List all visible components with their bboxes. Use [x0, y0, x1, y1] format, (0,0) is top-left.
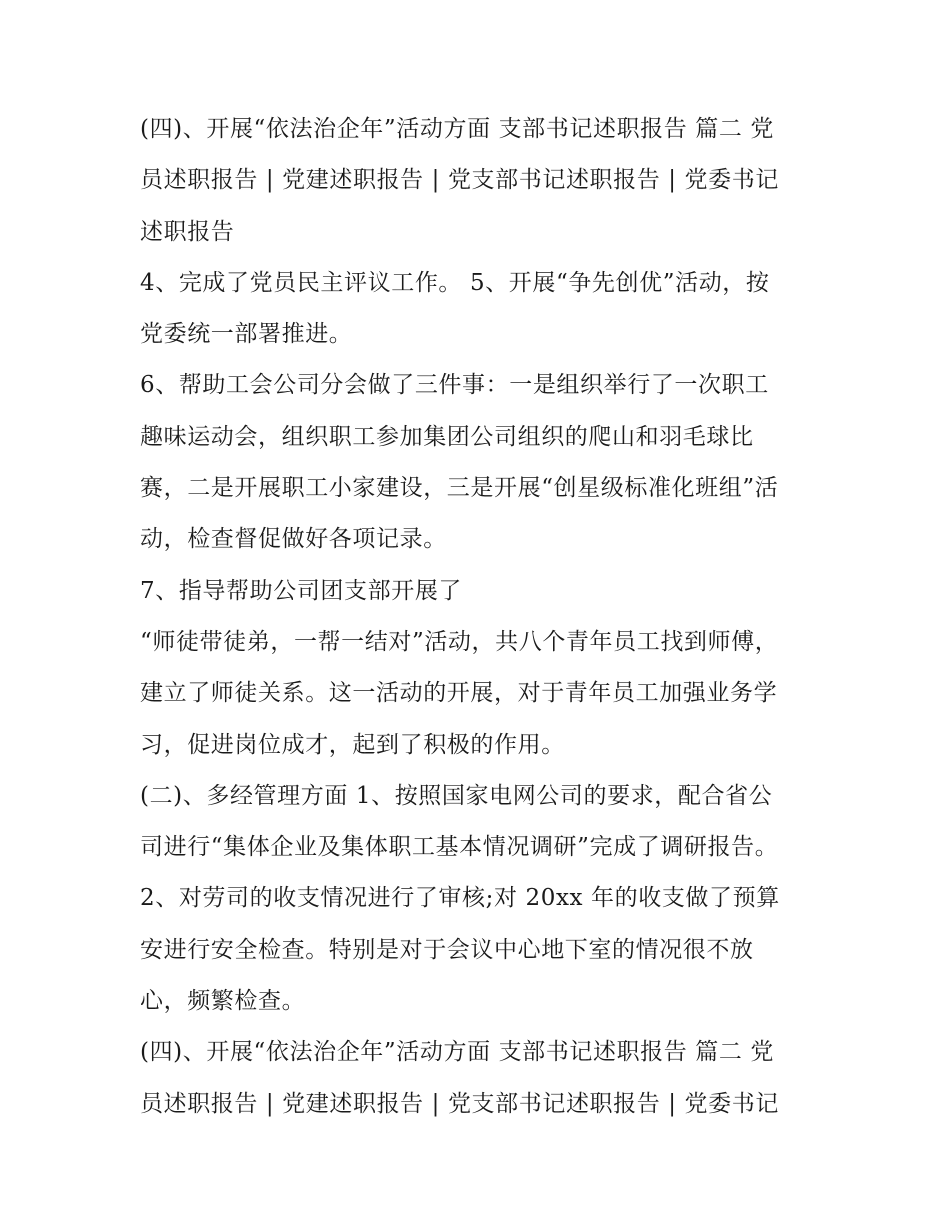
text-line: 安进行安全检查。特别是对于会议中心地下室的情况很不放 — [140, 936, 754, 963]
document-body — [140, 104, 820, 1130]
text-line: 6、帮助工会公司分会做了三件事：一是组织举行了一次职工 — [140, 372, 769, 399]
paragraph-legal-governance-repeat — [140, 1027, 820, 1130]
text-line: (四)、开展“依法治企年”活动方面 支部书记述职报告 篇二 党 — [140, 116, 774, 142]
text-line: 员述职报告 | 党建述职报告 | 党支部书记述职报告 | 党委书记 — [140, 167, 779, 194]
paragraph-item-4-5 — [140, 258, 820, 361]
text-line: “师徒带徒弟，一帮一结对”活动，共八个青年员工找到师傅， — [140, 628, 779, 655]
text-line: 赛，二是开展职工小家建设，三是开展“创星级标准化班组”活 — [140, 475, 779, 502]
text-line: 7、指导帮助公司团支部开展了 — [140, 577, 463, 604]
text-line: 党委统一部署推进。 — [140, 321, 353, 348]
text-line: 司进行“集体企业及集体职工基本情况调研”完成了调研报告。 — [140, 834, 779, 861]
text-line: 趣味运动会，组织职工参加集团公司组织的爬山和羽毛球比 — [140, 423, 754, 450]
text-line: 员述职报告 | 党建述职报告 | 党支部书记述职报告 | 党委书记 — [140, 1090, 779, 1117]
paragraph-legal-governance — [140, 104, 820, 258]
text-line: 习，促进岗位成才，起到了积极的作用。 — [140, 731, 565, 758]
paragraph-item-7 — [140, 566, 820, 617]
text-line: 述职报告 — [140, 218, 235, 245]
text-line: 心，频繁检查。 — [140, 988, 306, 1015]
paragraph-diversified-management — [140, 771, 820, 874]
text-line: 建立了师徒关系。这一活动的开展，对于青年员工加强业务学 — [140, 680, 778, 707]
text-line: (四)、开展“依法治企年”活动方面 支部书记述职报告 篇二 党 — [140, 1039, 774, 1066]
text-line: 动，检查督促做好各项记录。 — [140, 526, 447, 553]
paragraph-mentorship — [140, 617, 820, 771]
paragraph-item-2-audit — [140, 873, 820, 1027]
paragraph-item-6 — [140, 360, 820, 565]
text-line: (二)、多经管理方面 1、按照国家电网公司的要求，配合省公 — [140, 782, 773, 809]
text-line: 4、完成了党员民主评议工作。 5、开展“争先创优”活动，按 — [140, 269, 770, 296]
text-line: 2、对劳司的收支情况进行了审核;对 20xx 年的收支做了预算 — [140, 885, 780, 912]
